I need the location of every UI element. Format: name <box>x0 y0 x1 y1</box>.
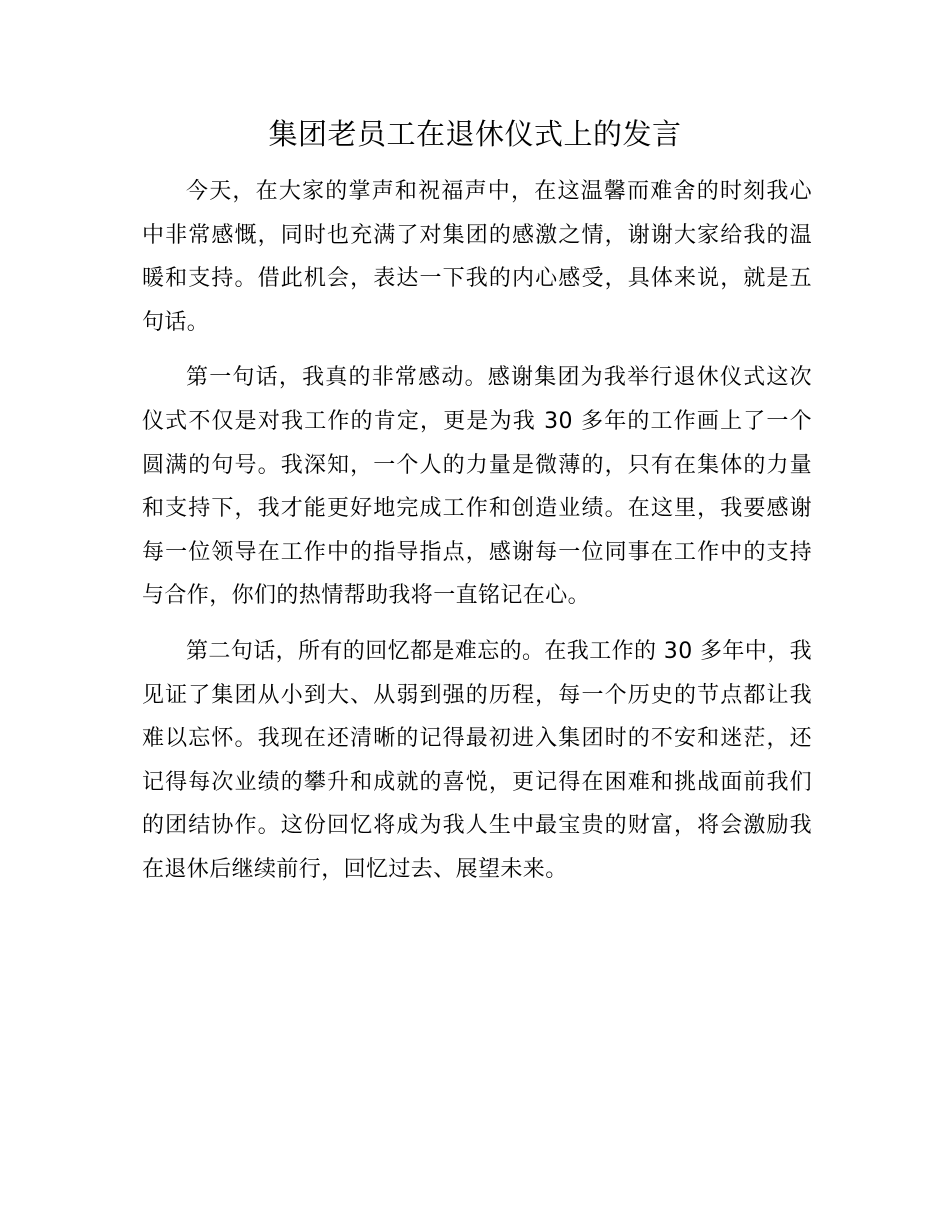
paragraph-2: 第一句话，我真的非常感动。感谢集团为我举行退休仪式这次仪式不仅是对我工作的肯定，更是为我 30 多年的工作画上了一个圆满的句号。我深知，一个人的力量是微薄的，只有在集体的力量和支持下，我才能更好地完成工作和创造业绩。在这里，我要感谢每一位领导在工作中的指导指点，感谢每一位同事在工作中的支持与合作，你们的热情帮助我将一直铭记在心。 <box>142 365 812 609</box>
paragraph-3: 第二句话，所有的回忆都是难忘的。在我工作的 30 多年中，我见证了集团从小到大、从弱到强的历程，每一个历史的节点都让我难以忘怀。我现在还清晰的记得最初进入集团时的不安和迷茫，还记得每次业绩的攀升和成就的喜悦，更记得在困难和挑战面前我们的团结协作。这份回忆将成为我人生中最宝贵的财富，将会激励我在退休后继续前行，回忆过去、展望未来。 <box>142 638 812 882</box>
document-body <box>142 170 812 904</box>
paragraph-1: 今天，在大家的掌声和祝福声中，在这温馨而难舍的时刻我心中非常感慨，同时也充满了对集团的感激之情，谢谢大家给我的温暖和支持。借此机会，表达一下我的内心感受，具体来说，就是五句话。 <box>142 179 812 335</box>
document-title: 集团老员工在退休仪式上的发言 <box>268 117 682 151</box>
